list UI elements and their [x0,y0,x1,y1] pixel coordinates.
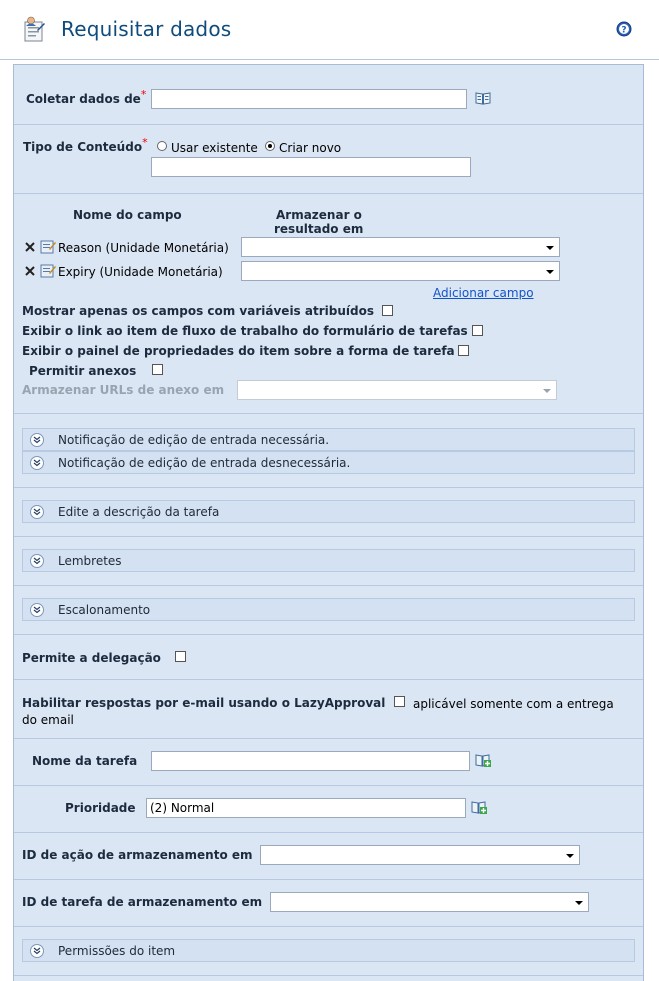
radio-create-new-label[interactable]: Criar novo [279,141,342,155]
lazy-checkbox[interactable] [394,696,405,707]
action-id-label: ID de ação de armazenamento em [22,848,253,862]
expand-icon [30,456,44,470]
radio-use-existing-label[interactable]: Usar existente [171,141,258,155]
radio-create-new[interactable] [265,141,275,151]
content-type-label: Tipo de Conteúdo* [23,136,148,154]
reminders-section [14,537,643,586]
content-type-section [14,125,643,194]
notif-unneeded-label: Notificação de edição de entrada desnecessária. [58,456,351,470]
expand-icon [30,505,44,519]
edit-field-icon[interactable] [40,263,56,278]
task-id-label: ID de tarefa de armazenamento em [22,895,263,909]
field-store-select[interactable] [241,237,560,257]
lazy-label: Habilitar respostas por e-mail usando o LazyApproval [22,696,386,710]
delegation-section [14,635,643,680]
collect-label: Coletar dados de* [26,88,147,106]
task-name-input[interactable] [151,751,470,771]
expand-icon [30,554,44,568]
notif-required-bar[interactable] [22,428,635,451]
allow-attach-label: Permitir anexos [29,364,137,378]
task-name-section [14,739,643,786]
edit-desc-bar[interactable] [22,500,635,523]
show-link-label: Exibir o link ao item de fluxo de trabalho do formulário de tarefas [22,324,468,338]
edit-desc-label: Edite a descrição da tarefa [58,505,220,519]
chevron-down-icon [546,246,554,250]
collect-section [14,65,643,125]
insert-reference-icon[interactable] [475,753,491,767]
show-panel-checkbox[interactable] [458,345,469,356]
expand-icon [30,944,44,958]
show-panel-label: Exibir o painel de propriedades do item sobre a forma de tarefa [22,344,455,358]
edit-desc-section [14,488,643,537]
radio-use-existing[interactable] [157,141,167,151]
lazy-suffix-2: do email [22,713,74,727]
escalation-bar[interactable] [22,598,635,621]
content-type-input[interactable] [151,157,471,177]
fields-section [14,194,643,414]
delete-icon[interactable] [24,241,36,253]
lazy-section [14,680,643,739]
only-vars-label: Mostrar apenas os campos com variáveis atribuídos [22,304,374,318]
store-urls-label: Armazenar URLs de anexo em [22,383,225,397]
chevron-down-icon [546,270,554,274]
expand-icon [30,433,44,447]
expand-icon [30,603,44,617]
form-user-icon [22,16,46,42]
form-panel [13,64,644,981]
allow-attach-checkbox[interactable] [152,364,163,375]
help-icon[interactable] [616,21,632,37]
field-store-select[interactable] [241,261,560,281]
task-id-section [14,880,643,927]
store-result-header-2: resultado em [274,222,364,236]
chevron-down-icon [543,389,551,393]
permissions-bar[interactable] [22,939,635,962]
store-result-header-1: Armazenar o [276,208,362,222]
reminders-label: Lembretes [58,554,122,568]
permissions-section [14,927,643,976]
notifications-section [14,414,643,488]
priority-section [14,786,643,833]
action-id-section [14,833,643,880]
page-header [0,0,659,60]
show-link-checkbox[interactable] [472,325,483,336]
chevron-down-icon [566,854,574,858]
edit-field-icon[interactable] [40,239,56,254]
address-book-icon[interactable] [475,91,491,105]
delegation-checkbox[interactable] [175,651,186,662]
action-id-select[interactable] [260,845,580,865]
escalation-label: Escalonamento [58,603,151,617]
permissions-label: Permissões do item [58,944,176,958]
field-name-header: Nome do campo [73,208,182,222]
insert-reference-icon[interactable] [471,800,487,814]
chevron-down-icon [575,901,583,905]
notif-unneeded-bar[interactable] [22,451,635,474]
field-row-name: Expiry (Unidade Monetária) [58,265,223,279]
task-id-select[interactable] [270,892,589,912]
field-row-name: Reason (Unidade Monetária) [58,241,229,255]
page-title: Requisitar dados [61,17,232,41]
store-urls-select[interactable] [237,380,557,400]
priority-input[interactable] [146,798,466,818]
reminders-bar[interactable] [22,549,635,572]
escalation-section [14,586,643,635]
task-name-label: Nome da tarefa [32,754,138,768]
priority-label: Prioridade [65,801,136,815]
svg-text:?: ? [621,25,627,36]
add-field-link[interactable]: Adicionar campo [433,286,534,300]
collect-input[interactable] [151,89,467,109]
only-vars-checkbox[interactable] [382,305,393,316]
notif-required-label: Notificação de edição de entrada necessária. [58,433,330,447]
lazy-suffix-1: aplicável somente com a entrega [413,697,614,711]
delete-icon[interactable] [24,265,36,277]
delegation-label: Permite a delegação [22,651,161,665]
